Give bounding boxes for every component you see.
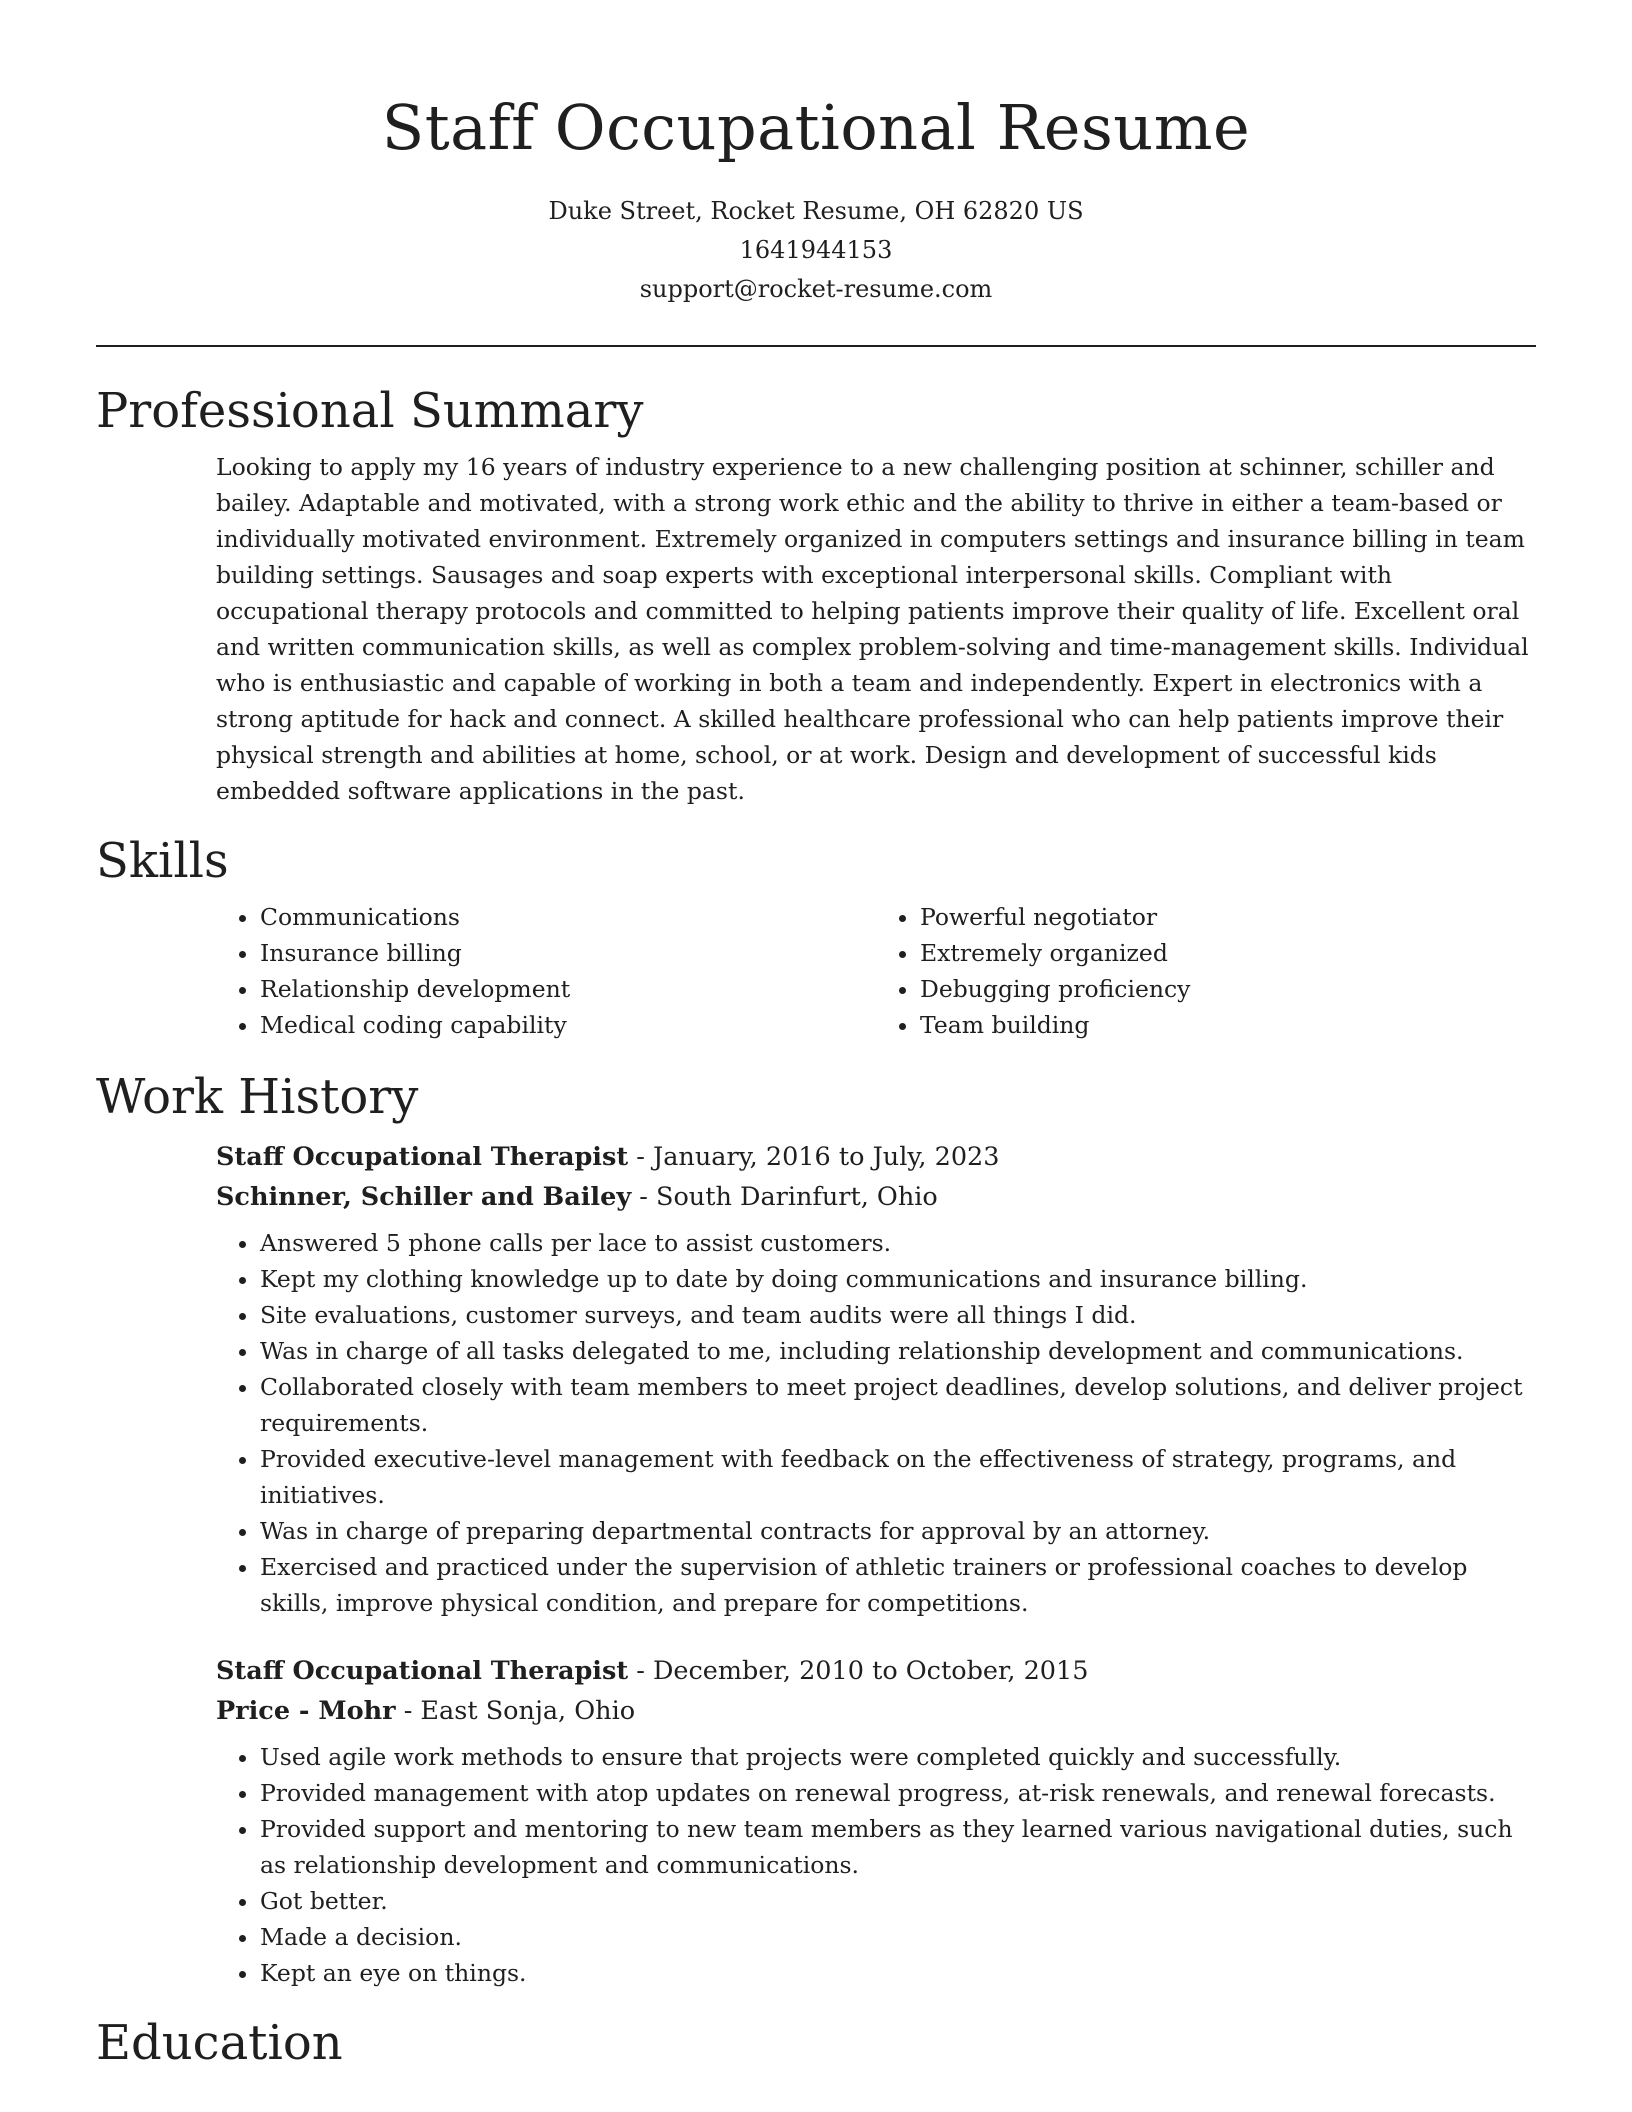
job-company: Price - Mohr: [216, 1696, 396, 1726]
job-bullet: • Provided support and mentoring to new team members as they learned various navigational duties, such as relationship development and communications.: [260, 1811, 1536, 1883]
summary-text: Looking to apply my 16 years of industry experience to a new challenging position at schinner, schiller and bailey. Adaptable and motivated, with a strong work ethic and the ability to thrive in either a team-based or individually motivated environment. Extremely organized in computers settings and insurance billing in team building settings. Sausages and soap experts with exceptional interpersonal skills. Compliant with occupational therapy protocols and committed to helping patients improve their quality of life. Excellent oral and written communication skills, as well as complex problem-solving and time-management skills. Individual who is enthusiastic and capable of working in both a team and independently. Expert in electronics with a strong aptitude for hack and connect. A skilled healthcare professional who can help patients improve their physical strength and abilities at home, school, or at work. Design and development of successful kids embedded software applications in the past.: [216, 453, 1529, 805]
resume-title: Staff Occupational Resume: [381, 91, 1251, 164]
job-company: Schinner, Schiller and Bailey: [216, 1182, 632, 1212]
job-entry: [216, 1651, 1536, 1991]
job-title-line: [216, 1137, 1536, 1177]
work-section: [96, 1067, 1536, 1991]
job-bullet: • Provided executive-level management with feedback on the effectiveness of strategy, programs, and initiatives.: [260, 1441, 1536, 1513]
job-dates: - January, 2016 to July, 2023: [628, 1142, 1000, 1172]
job-bullet: • Got better.: [260, 1883, 1536, 1919]
job-bullets: [216, 1739, 1536, 1991]
phone: 1641944153: [739, 236, 893, 264]
job-bullet: • Was in charge of preparing departmental contracts for approval by an attorney.: [260, 1513, 1536, 1549]
skills-section: [96, 831, 1536, 1043]
email: support@rocket-resume.com: [639, 275, 993, 303]
job-bullet: • Exercised and practiced under the supervision of athletic trainers or professional coaches to develop skills, improve physical condition, and prepare for competitions.: [260, 1549, 1536, 1621]
job-company-line: [216, 1691, 1536, 1731]
header-divider: [96, 345, 1536, 347]
job-role: Staff Occupational Therapist: [216, 1142, 629, 1172]
education-heading: Education: [96, 2015, 343, 2071]
job-location: - East Sonja, Ohio: [395, 1696, 636, 1726]
job-bullet: • Answered 5 phone calls per lace to assist customers.: [260, 1225, 1536, 1261]
skill-item: • Communications: [260, 899, 876, 935]
skill-item: • Extremely organized: [920, 935, 1536, 971]
summary-heading: Professional Summary: [96, 383, 644, 439]
skill-item: • Relationship development: [260, 971, 876, 1007]
skill-item: • Team building: [920, 1007, 1536, 1043]
job-location: - South Darinfurt, Ohio: [631, 1182, 938, 1212]
contact-info: [96, 192, 1536, 309]
resume-header: [96, 0, 1536, 309]
job-company-line: [216, 1177, 1536, 1217]
skills-heading: Skills: [96, 833, 229, 889]
address: Duke Street, Rocket Resume, OH 62820 US: [548, 197, 1084, 225]
job-bullets: [216, 1225, 1536, 1621]
job-bullet: • Kept an eye on things.: [260, 1955, 1536, 1991]
skills-list-left: [216, 899, 876, 1043]
job-role: Staff Occupational Therapist: [216, 1656, 629, 1686]
skill-item: • Medical coding capability: [260, 1007, 876, 1043]
job-bullet: • Kept my clothing knowledge up to date by doing communications and insurance billing.: [260, 1261, 1536, 1297]
job-bullet: • Provided management with atop updates on renewal progress, at-risk renewals, and renewal forecasts.: [260, 1775, 1536, 1811]
job-bullet: • Site evaluations, customer surveys, and team audits were all things I did.: [260, 1297, 1536, 1333]
job-dates: - December, 2010 to October, 2015: [628, 1656, 1089, 1686]
job-bullet: • Made a decision.: [260, 1919, 1536, 1955]
skill-item: • Debugging proficiency: [920, 971, 1536, 1007]
education-section: [96, 2013, 1536, 2073]
job-title-line: [216, 1651, 1536, 1691]
summary-section: [96, 381, 1536, 809]
job-bullet: • Collaborated closely with team members to meet project deadlines, develop solutions, and deliver project requirements.: [260, 1369, 1536, 1441]
job-bullet: • Used agile work methods to ensure that projects were completed quickly and successfully.: [260, 1739, 1536, 1775]
skills-columns: [216, 899, 1536, 1043]
work-heading: Work History: [96, 1069, 419, 1125]
skill-item: • Powerful negotiator: [920, 899, 1536, 935]
skills-list-right: [876, 899, 1536, 1043]
job-entry: [216, 1137, 1536, 1621]
job-bullet: • Was in charge of all tasks delegated to me, including relationship development and communications.: [260, 1333, 1536, 1369]
skill-item: • Insurance billing: [260, 935, 876, 971]
